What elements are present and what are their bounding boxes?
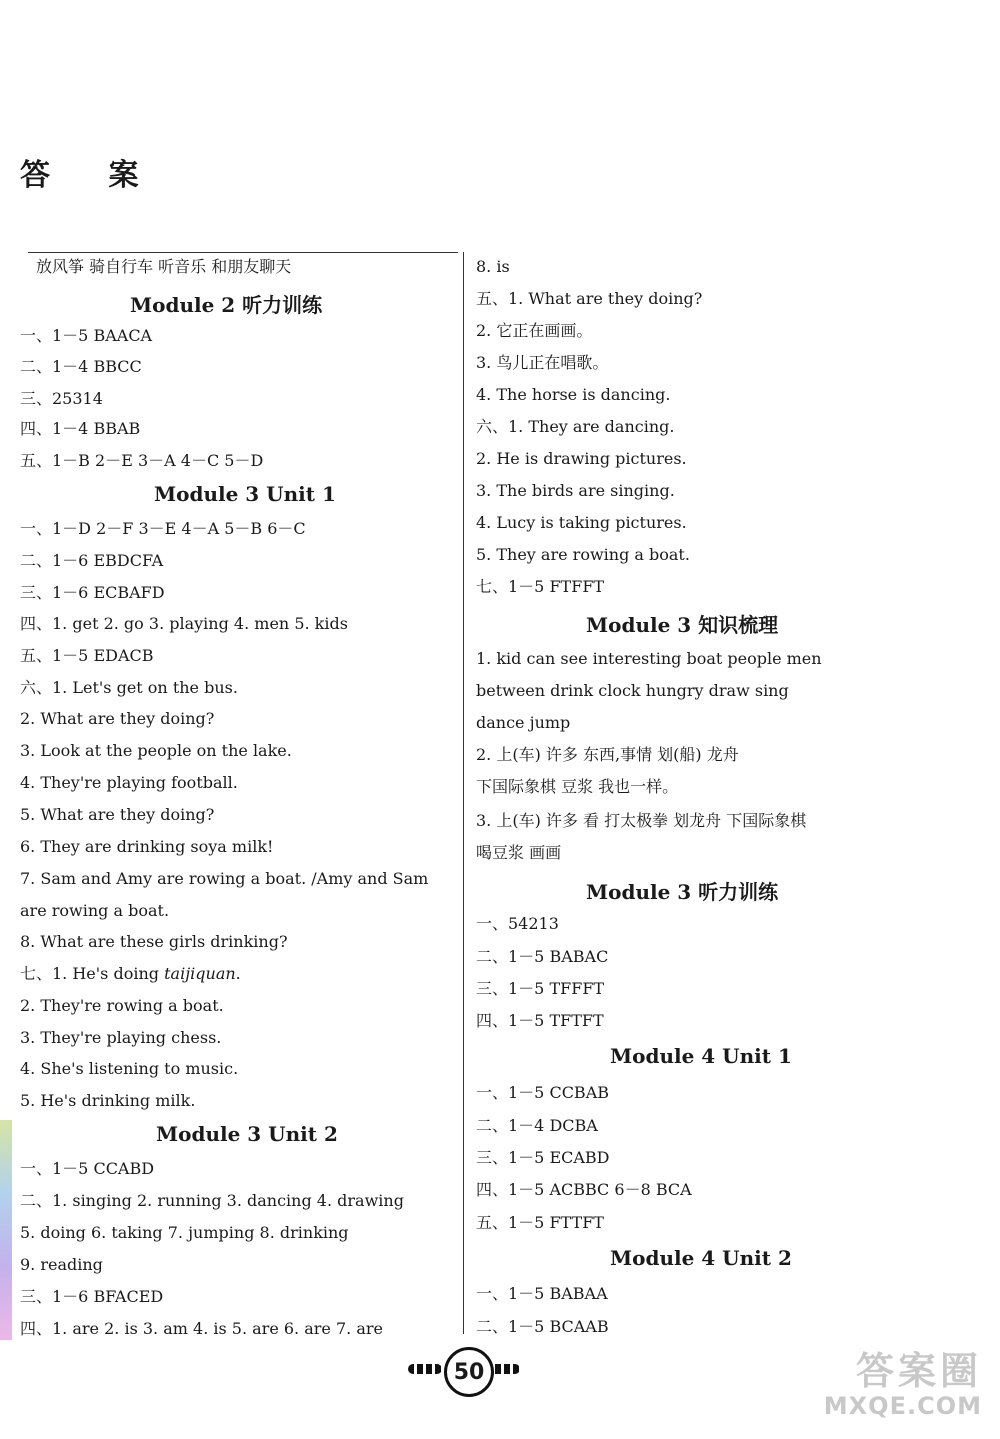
answer-line: 三、1－6 ECBAFD [20,583,165,602]
answer-line: 5. He's drinking milk. [20,1091,196,1110]
answer-line: 8. What are these girls drinking? [20,932,288,951]
answer-line: 2. They're rowing a boat. [20,996,224,1015]
q7-suffix: . [235,964,241,983]
answer-line: 1. kid can see interesting boat people men [476,649,822,668]
answer-line: 五、1－B 2－E 3－A 4－C 5－D [20,451,264,470]
answer-line: 二、1－6 EBDCFA [20,551,164,570]
answer-line: 五、1－5 EDACB [20,646,154,665]
answer-line: 四、1. are 2. is 3. am 4. is 5. are 6. are 7. are [20,1319,383,1338]
answer-line: 一、1－5 CCABD [20,1159,155,1178]
column-divider [463,252,464,1334]
answer-line: 二、1. singing 2. running 3. dancing 4. drawing [20,1191,404,1210]
answer-line: 喝豆浆 画画 [476,843,562,862]
answer-line: 三、1－6 BFACED [20,1287,164,1306]
heading-m4u1: Module 4 Unit 1 [610,1044,792,1068]
intro-line: 放风筝 骑自行车 听音乐 和朋友聊天 [36,257,292,276]
answer-line: 二、1－4 DCBA [476,1116,598,1135]
answer-line: 9. reading [20,1255,103,1274]
answer-line: 四、1. get 2. go 3. playing 4. men 5. kids [20,614,348,633]
answer-line: 5. What are they doing? [20,805,215,824]
answer-line: 三、1－5 ECABD [476,1148,610,1167]
watermark [782,1340,982,1430]
heading-m3u1: Module 3 Unit 1 [154,482,336,506]
answer-line: 5. They are rowing a boat. [476,545,690,564]
answer-line: 2. 它正在画画。 [476,321,593,340]
answer-line: dance jump [476,713,571,732]
answer-line: between drink clock hungry draw sing [476,681,789,700]
answer-line: 五、1. What are they doing? [476,289,703,308]
answer-line: 四、1－4 BBAB [20,419,141,438]
heading-m2-listen: Module 2 听力训练 [130,293,323,317]
answer-line: 二、1－4 BBCC [20,357,142,376]
answer-line: 2. He is drawing pictures. [476,449,687,468]
answer-line: 4. She's listening to music. [20,1059,239,1078]
page-title: 答 案 [20,158,163,193]
answer-line: 一、1－5 CCBAB [476,1083,610,1102]
answer-line: 七、1－5 FTFFT [476,577,605,596]
top-divider [28,252,458,253]
heading-m4u2: Module 4 Unit 2 [610,1246,792,1270]
answer-line: 一、54213 [476,914,559,933]
answer-line: 3. The birds are singing. [476,481,675,500]
answer-line: 2. What are they doing? [20,709,215,728]
answer-line: 一、1－5 BAACA [20,326,153,345]
answer-line: 7. Sam and Amy are rowing a boat. /Amy and Sam [20,869,429,888]
answer-line: 二、1－5 BABAC [476,947,609,966]
page-badge-left-ornament [408,1364,442,1374]
answer-line: 六、1. Let's get on the bus. [20,678,238,697]
answer-line: 三、1－5 TFFFT [476,979,605,998]
answer-line: 3. They're playing chess. [20,1028,222,1047]
heading-m3-listen: Module 3 听力训练 [586,880,779,904]
answer-line: 3. 上(车) 许多 看 打太极拳 划龙舟 下国际象棋 [476,811,807,830]
answer-line: 2. 上(车) 许多 东西,事情 划(船) 龙舟 [476,745,739,764]
answer-line: 下国际象棋 豆浆 我也一样。 [476,777,679,796]
heading-m3-knowledge: Module 3 知识梳理 [586,613,779,637]
answer-line: 4. The horse is dancing. [476,385,671,404]
answer-line: 四、1－5 ACBBC 6－8 BCA [476,1180,692,1199]
answer-line: 六、1. They are dancing. [476,417,675,436]
answer-line-q7 [20,963,241,985]
answer-line: 6. They are drinking soya milk! [20,837,274,856]
left-edge-color-strip [0,1120,12,1340]
watermark-url: MXQE.COM [823,1392,982,1420]
answer-line: 4. Lucy is taking pictures. [476,513,687,532]
answer-line: 8. is [476,257,510,276]
answer-line: 二、1－5 BCAAB [476,1317,609,1336]
watermark-logo-text: 答案圈 [855,1349,982,1393]
q7-italic-word: taijiquan [164,964,236,983]
answer-line: 一、1－D 2－F 3－E 4－A 5－B 6－C [20,519,306,538]
answer-line: 3. Look at the people on the lake. [20,741,292,760]
heading-m3u2: Module 3 Unit 2 [156,1122,338,1146]
answer-line: 一、1－5 BABAA [476,1284,608,1303]
answer-line: 5. doing 6. taking 7. jumping 8. drinking [20,1223,349,1242]
answer-line: 五、1－5 FTTFT [476,1213,604,1232]
answer-line: 四、1－5 TFTFT [476,1011,604,1030]
page-number: 50 [444,1347,494,1397]
answer-line: are rowing a boat. [20,901,170,920]
answer-line: 三、25314 [20,389,103,408]
answer-line: 3. 鸟儿正在唱歌。 [476,353,609,372]
answer-line: 4. They're playing football. [20,773,238,792]
q7-prefix: 七、1. He's doing [20,964,165,983]
